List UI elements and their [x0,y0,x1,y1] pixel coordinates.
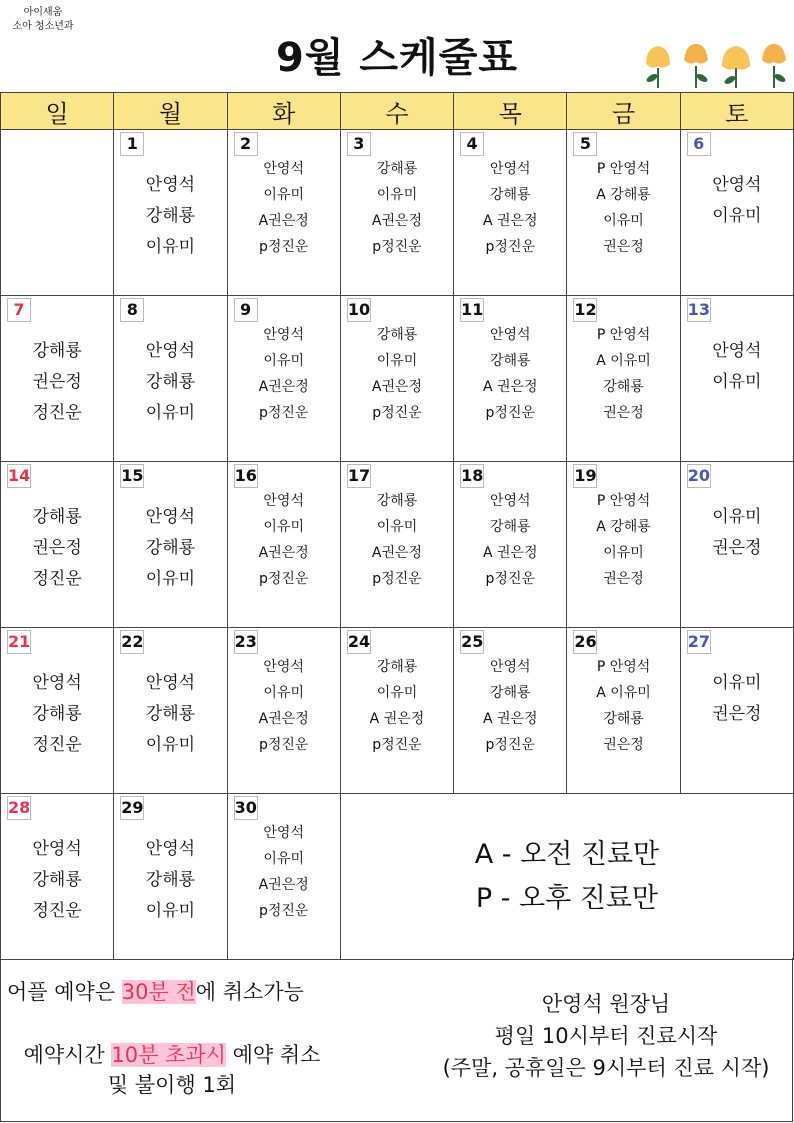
day-number: 20 [687,464,711,488]
staff-name: 강해룡 [376,327,418,343]
late-policy-note [7,1040,337,1100]
weekday-wed: 수 [340,93,453,130]
day-number: 21 [7,630,31,654]
doctor-line1: 안영석 원장님 [541,992,671,1016]
staff-name: p정진운 [485,405,535,421]
day-cell [680,130,793,296]
staff-list [567,156,679,260]
staff-name: 이유미 [712,507,762,527]
day-cell [114,130,227,296]
staff-list [567,322,679,426]
legend [341,794,793,959]
legend-afternoon: P - 오후 진료만 [475,882,659,914]
cancel-note-highlight: 30분 전 [121,980,196,1004]
staff-name: 이유미 [376,519,418,535]
staff-name: 안영석 [712,341,762,361]
day-cell [340,462,453,628]
day-number: 30 [234,796,258,820]
staff-name: p정진운 [485,571,535,587]
staff-name: P 안영석 [596,161,651,177]
staff-name: 강해룡 [32,507,82,527]
day-number: 5 [573,132,597,156]
late-note-post: 예약 취소 [225,1043,321,1067]
staff-name: 이유미 [712,206,762,226]
staff-name: A권은정 [258,213,309,229]
day-number: 25 [460,630,484,654]
staff-name: 안영석 [263,493,304,509]
day-cell [1,130,114,296]
staff-name: p정진운 [258,903,309,919]
staff-name: 안영석 [489,327,531,343]
staff-name: A권은정 [371,379,423,395]
day-number: 29 [120,796,144,820]
cancel-policy-note [7,976,304,1006]
staff-name: 권은정 [603,239,644,255]
staff-name: 안영석 [263,659,304,675]
staff-name: A 이유미 [596,685,651,701]
day-number: 7 [7,298,31,322]
staff-list [114,668,226,761]
day-number: 3 [347,132,371,156]
staff-name: A권은정 [371,545,423,561]
staff-name: 이유미 [145,901,196,921]
staff-name: p정진운 [485,239,535,255]
staff-list [567,488,679,592]
staff-name: 안영석 [489,161,531,177]
staff-name: 이유미 [603,213,644,229]
staff-name: P 안영석 [596,327,651,343]
staff-name: 강해룡 [32,341,82,361]
day-cell [340,628,453,794]
staff-list [681,170,793,232]
staff-name: A권은정 [258,545,309,561]
weekday-sun: 일 [1,93,114,130]
staff-name: 권은정 [603,405,644,421]
staff-name: 이유미 [145,403,196,423]
day-cell [567,130,680,296]
day-cell [114,628,227,794]
staff-name: A 강해룡 [596,519,651,535]
staff-name: 강해룡 [376,659,418,675]
schedule-calendar [0,92,794,960]
day-number: 19 [573,464,597,488]
staff-name: p정진운 [372,405,422,421]
legend-cell [340,794,793,960]
week-row [1,130,794,296]
week-row [1,296,794,462]
staff-name: 권은정 [32,538,82,558]
staff-name: 이유미 [712,372,762,392]
staff-name: 안영석 [263,161,304,177]
staff-name: 정진운 [32,569,82,589]
staff-list [228,488,340,592]
notes-section [0,958,793,1122]
weekday-sat: 토 [680,93,793,130]
staff-list [1,502,113,595]
staff-list [341,488,453,592]
staff-list [1,336,113,429]
staff-name: 안영석 [489,659,531,675]
weekday-fri: 금 [567,93,680,130]
staff-list [228,156,340,260]
staff-name: 안영석 [489,493,531,509]
day-cell [227,462,340,628]
staff-list [341,322,453,426]
doctor-line3: (주말, 공휴일은 9시부터 진료 시작) [442,1056,770,1080]
day-number: 15 [120,464,144,488]
staff-name: A 권은정 [482,711,538,727]
day-cell [1,296,114,462]
day-number: 10 [347,298,371,322]
day-cell [227,794,340,960]
staff-name: 강해룡 [145,704,196,724]
staff-list [454,156,566,260]
day-number: 16 [234,464,258,488]
weekday-tue: 화 [227,93,340,130]
staff-name: 권은정 [712,704,762,724]
staff-name: p정진운 [258,737,309,753]
staff-list [1,668,113,761]
staff-name: 이유미 [263,519,304,535]
staff-list [681,668,793,730]
late-note-pre: 예약시간 [23,1043,112,1067]
staff-name: 이유미 [263,353,304,369]
staff-name: 강해룡 [603,711,644,727]
day-cell [567,462,680,628]
staff-name: 강해룡 [489,519,531,535]
day-number: 27 [687,630,711,654]
staff-name: p정진운 [485,737,535,753]
staff-name: 강해룡 [145,206,196,226]
staff-name: 강해룡 [376,161,418,177]
day-number: 1 [120,132,144,156]
cancel-note-pre: 어플 예약은 [7,980,122,1004]
day-cell [227,628,340,794]
day-cell [114,794,227,960]
day-number: 14 [7,464,31,488]
day-cell [1,794,114,960]
day-number: 18 [460,464,484,488]
legend-morning: A - 오전 진료만 [474,838,660,870]
staff-name: A 이유미 [596,353,651,369]
staff-name: A권은정 [258,877,309,893]
staff-list [681,502,793,564]
staff-name: 이유미 [376,353,418,369]
day-number: 4 [460,132,484,156]
day-cell [340,296,453,462]
staff-name: 이유미 [145,237,196,257]
day-cell [454,628,567,794]
day-cell [114,462,227,628]
staff-name: A권은정 [258,711,309,727]
staff-name: 정진운 [32,403,82,423]
staff-name: P 안영석 [596,493,651,509]
staff-name: 강해룡 [145,538,196,558]
staff-list [454,322,566,426]
staff-list [341,156,453,260]
day-cell [680,462,793,628]
day-number: 9 [234,298,258,322]
staff-name: 이유미 [376,685,418,701]
staff-name: 안영석 [145,507,196,527]
day-number: 22 [120,630,144,654]
staff-name: 이유미 [145,569,196,589]
late-note-line2: 및 불이행 1회 [107,1073,237,1097]
staff-name: 이유미 [263,685,304,701]
day-number: 11 [460,298,484,322]
staff-list [341,654,453,758]
day-cell [227,296,340,462]
staff-name: 이유미 [263,187,304,203]
staff-name: A권은정 [371,213,423,229]
staff-name: p정진운 [372,571,422,587]
weekday-header-row [1,93,794,130]
day-number: 23 [234,630,258,654]
staff-name: 강해룡 [376,493,418,509]
flower-decoration-icon [640,42,790,90]
staff-name: 안영석 [32,673,82,693]
staff-name: 안영석 [712,175,762,195]
staff-name: 강해룡 [145,372,196,392]
day-number: 28 [7,796,31,820]
day-number: 13 [687,298,711,322]
day-number: 2 [234,132,258,156]
day-cell [680,628,793,794]
day-cell [114,296,227,462]
staff-name: 강해룡 [32,870,82,890]
staff-list [114,336,226,429]
staff-list [454,654,566,758]
staff-name: 권은정 [32,372,82,392]
day-cell [567,296,680,462]
staff-name: 안영석 [145,175,196,195]
day-number: 12 [573,298,597,322]
day-number: 24 [347,630,371,654]
day-number: 17 [347,464,371,488]
staff-name: 이유미 [376,187,418,203]
staff-name: A 강해룡 [596,187,651,203]
week-row [1,794,794,960]
staff-name: A 권은정 [482,545,538,561]
staff-name: 강해룡 [489,685,531,701]
late-note-highlight: 10분 초과시 [111,1043,226,1067]
staff-name: 권은정 [712,538,762,558]
staff-name: 안영석 [145,341,196,361]
staff-name: A 권은정 [482,379,538,395]
day-cell [340,130,453,296]
day-cell [680,296,793,462]
week-row [1,628,794,794]
weekday-thu: 목 [454,93,567,130]
day-cell [454,130,567,296]
staff-name: p정진운 [372,737,422,753]
staff-name: 안영석 [145,673,196,693]
page-title: 9월 스케줄표 [276,35,518,81]
staff-list [114,170,226,263]
day-cell [227,130,340,296]
staff-name: 안영석 [263,825,304,841]
staff-name: A 권은정 [482,213,538,229]
staff-name: p정진운 [258,239,309,255]
staff-name: 정진운 [32,901,82,921]
staff-name: 이유미 [263,851,304,867]
staff-name: 안영석 [263,327,304,343]
day-cell [454,296,567,462]
cancel-note-post: 에 취소가능 [195,980,304,1004]
day-cell [567,628,680,794]
staff-name: p정진운 [372,239,422,255]
staff-name: P 안영석 [596,659,651,675]
week-row [1,462,794,628]
day-cell [454,462,567,628]
staff-name: 권은정 [603,571,644,587]
staff-name: p정진운 [258,405,309,421]
doctor-line2: 평일 10시부터 진료시작 [494,1024,718,1048]
staff-list [228,322,340,426]
staff-name: 이유미 [145,735,196,755]
staff-name: 강해룡 [32,704,82,724]
staff-name: 정진운 [32,735,82,755]
staff-name: 강해룡 [603,379,644,395]
staff-name: 이유미 [712,673,762,693]
staff-name: 안영석 [145,839,196,859]
clinic-name-line1: 아이새움 [23,7,63,18]
day-number: 26 [573,630,597,654]
weekday-mon: 월 [114,93,227,130]
day-number: 8 [120,298,144,322]
staff-name: 안영석 [32,839,82,859]
staff-list [681,336,793,398]
staff-name: p정진운 [258,571,309,587]
staff-list [114,834,226,927]
clinic-name-line2: 소아 청소년과 [12,21,74,32]
staff-list [454,488,566,592]
staff-name: 강해룡 [489,353,531,369]
staff-list [228,820,340,924]
staff-name: 강해룡 [489,187,531,203]
day-cell [1,462,114,628]
staff-list [1,834,113,927]
staff-name: A 권은정 [369,711,425,727]
staff-list [567,654,679,758]
doctor-hours-note [421,988,791,1084]
staff-list [228,654,340,758]
staff-name: 강해룡 [145,870,196,890]
day-number: 6 [687,132,711,156]
staff-name: 권은정 [603,737,644,753]
staff-name: A권은정 [258,379,309,395]
staff-name: 이유미 [603,545,644,561]
day-cell [1,628,114,794]
staff-list [114,502,226,595]
